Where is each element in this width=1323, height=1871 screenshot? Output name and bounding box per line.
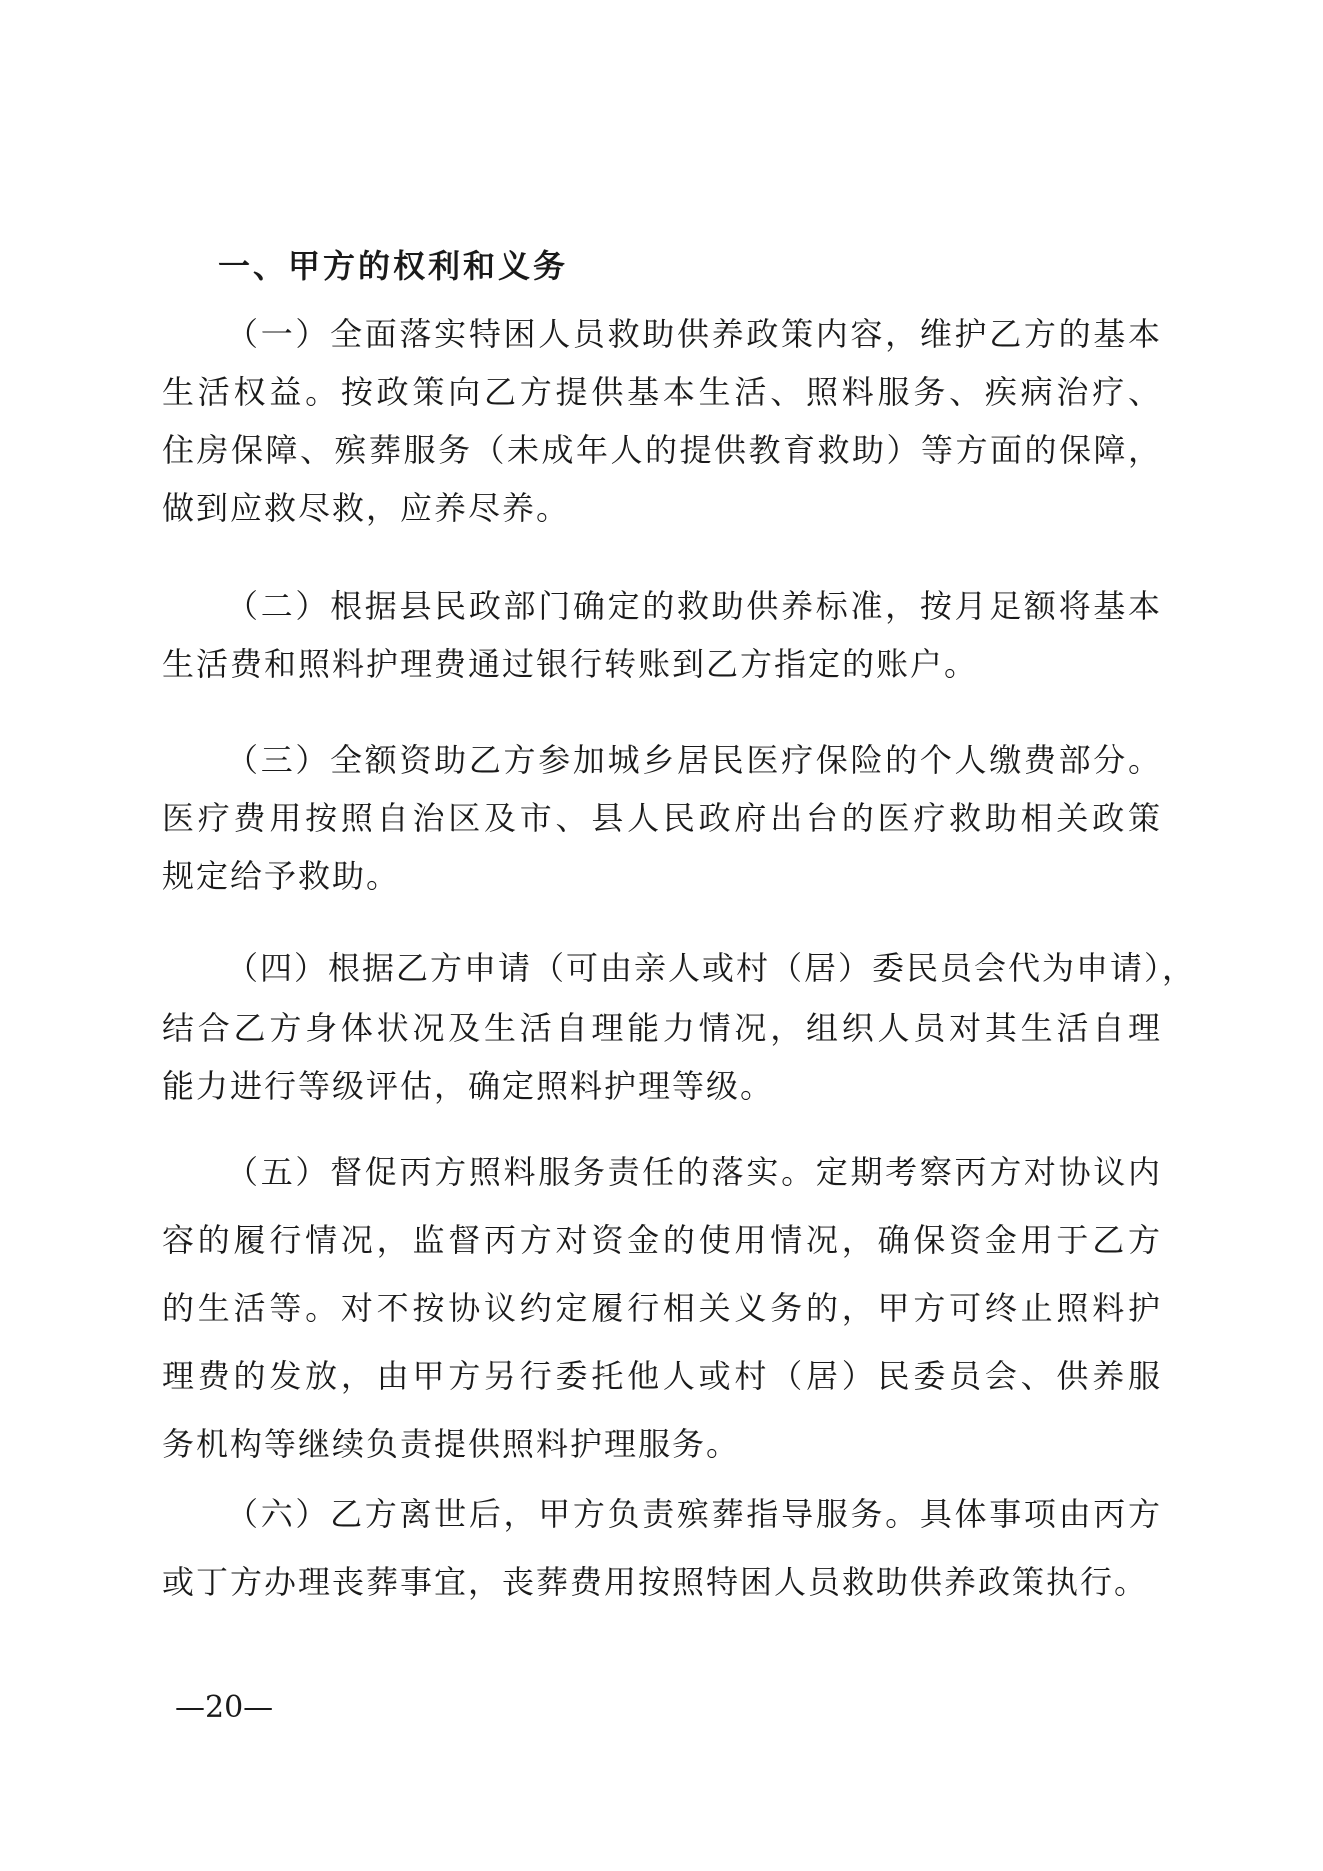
paragraph-3-line-2: 医疗费用按照自治区及市、县人民政府出台的医疗救助相关政策 [162,799,1162,837]
paragraph-5-line-5: 务机构等继续负责提供照料护理服务。 [162,1425,741,1463]
paragraph-6-line-2: 或丁方办理丧葬事宜，丧葬费用按照特困人员救助供养政策执行。 [162,1563,1149,1601]
paragraph-5-line-3: 的生活等。对不按协议约定履行相关义务的，甲方可终止照料护 [162,1289,1162,1327]
paragraph-4-line-1: （四）根据乙方申请（可由亲人或村（居）委民员会代为申请）， [226,949,1197,987]
paragraph-1-line-2: 生活权益。按政策向乙方提供基本生活、照料服务、疾病治疗、 [162,373,1162,411]
paragraph-2-line-2: 生活费和照料护理费通过银行转账到乙方指定的账户。 [162,645,979,683]
paragraph-3-line-3: 规定给予救助。 [162,857,401,895]
paragraph-1-line-4: 做到应救尽救，应养尽养。 [162,489,571,527]
paragraph-5-line-1: （五）督促丙方照料服务责任的落实。定期考察丙方对协议内 [226,1153,1162,1191]
paragraph-1-line-3: 住房保障、殡葬服务（未成年人的提供教育救助）等方面的保障， [162,431,1162,469]
paragraph-4-line-2: 结合乙方身体状况及生活自理能力情况，组织人员对其生活自理 [162,1009,1162,1047]
paragraph-5-line-2: 容的履行情况，监督丙方对资金的使用情况，确保资金用于乙方 [162,1221,1162,1259]
paragraph-3-line-1: （三）全额资助乙方参加城乡居民医疗保险的个人缴费部分。 [226,741,1162,779]
paragraph-2-line-1: （二）根据县民政部门确定的救助供养标准，按月足额将基本 [226,587,1162,625]
paragraph-1-line-1: （一）全面落实特困人员救助供养政策内容，维护乙方的基本 [226,315,1162,353]
paragraph-6-line-1: （六）乙方离世后，甲方负责殡葬指导服务。具体事项由丙方 [226,1495,1162,1533]
section-heading: 一、甲方的权利和义务 [218,247,569,285]
page-number: —20— [175,1690,274,1725]
paragraph-5-line-4: 理费的发放，由甲方另行委托他人或村（居）民委员会、供养服 [162,1357,1162,1395]
paragraph-4-line-3: 能力进行等级评估，确定照料护理等级。 [162,1067,775,1105]
